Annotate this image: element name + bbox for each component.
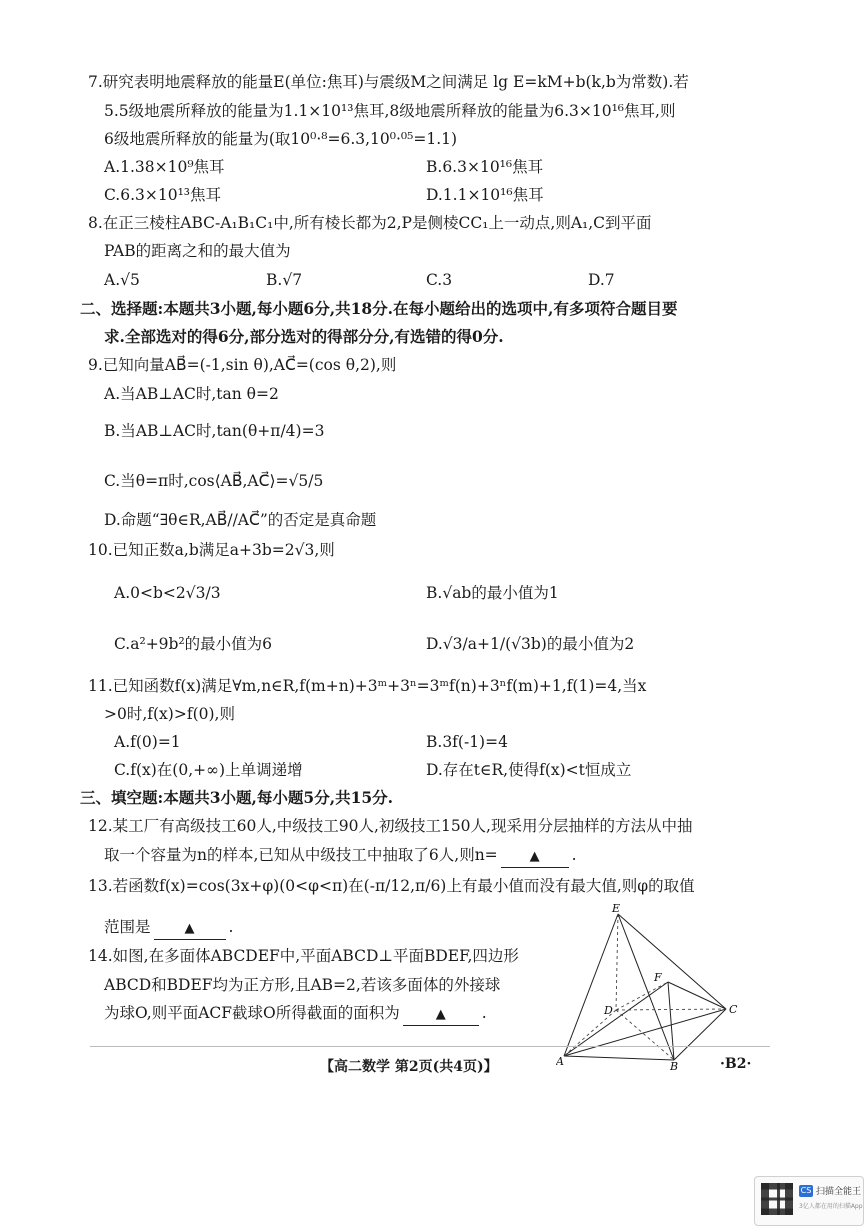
q13-period: . [228,918,234,936]
q8-option-d: D.7 [588,271,615,289]
camscanner-name: 扫描全能王 [816,1187,862,1197]
label-F: F [654,971,662,984]
footer-page-info: 【高二数学 第2页(共4页)】 [320,1059,498,1075]
q10-option-b: B.√ab的最小值为1 [426,584,559,602]
q11-option-c: C.f(x)在(0,+∞)上单调递增 [114,761,303,779]
edge-EC [618,914,726,1009]
q7-option-b: B.6.3×10¹⁶焦耳 [426,158,544,176]
section2-header-line2: 求.全部选对的得6分,部分选对的得部分分,有选错的得0分. [104,327,504,346]
q7-option-d: D.1.1×10¹⁶焦耳 [426,186,544,204]
label-D: D [604,1004,613,1017]
q7-stem-line1: 7.研究表明地震释放的能量E(单位:焦耳)与震级M之间满足 lg E=kM+b(k,b为常数).若 [88,73,689,91]
q12-period: . [571,846,577,864]
edge-AB [564,1056,674,1060]
q9-option-c: C.当θ=π时,cos⟨AB⃗,AC⃗⟩=√5/5 [104,472,324,490]
q7-stem-line3: 6级地震所释放的能量为(取10⁰·⁸=6.3,10⁰·⁰⁵=1.1) [104,130,458,148]
q10-option-d: D.√3/a+1/(√3b)的最小值为2 [426,635,635,653]
polyhedron-diagram [556,902,746,1070]
q13-answer-blank: ▲ [154,919,226,940]
q7-option-a: A.1.38×10⁹焦耳 [104,158,225,176]
edge-EA [564,914,618,1056]
footer-divider [90,1046,770,1047]
label-E: E [612,902,621,915]
camscanner-slogan: 3亿人都在用的扫描App [799,1203,863,1210]
q12-stem-line2 [104,845,577,868]
q12-stem-line1: 12.某工厂有高级技工60人,中级技工90人,初级技工150人,现采用分层抽样的方法从中抽 [88,817,693,835]
q11-stem-line1: 11.已知函数f(x)满足∀m,n∈R,f(m+n)+3ᵐ+3ⁿ=3ᵐf(n)+3ⁿf(m)+1,f(1)=4,当x [88,677,647,695]
q9-stem: 9.已知向量AB⃗=(-1,sin θ),AC⃗=(cos θ,2),则 [88,356,397,374]
edge-FC [668,982,726,1009]
q12-answer-blank: ▲ [501,847,569,868]
q14-stem-line3 [104,1003,487,1026]
q10-stem: 10.已知正数a,b满足a+3b=2√3,则 [88,541,335,559]
q10-option-a: A.0<b<2√3/3 [114,584,221,602]
scanner-watermark [754,1176,864,1226]
label-C: C [729,1003,738,1016]
q7-stem-line2: 5.5级地震所释放的能量为1.1×10¹³焦耳,8级地震所释放的能量为6.3×10¹⁶焦耳,则 [104,102,676,120]
edge-DB-hidden [616,1010,674,1060]
footer-code: ·B2· [720,1056,752,1072]
q8-option-b: B.√7 [266,271,303,289]
q14-stem-line1: 14.如图,在多面体ABCDEF中,平面ABCD⊥平面BDEF,四边形 [88,947,519,965]
qr-code-icon [761,1183,793,1215]
q13-text: 范围是 [104,918,151,936]
q11-stem-line2: >0时,f(x)>f(0),则 [104,705,235,723]
q13-stem-line1: 13.若函数f(x)=cos(3x+φ)(0<φ<π)在(-π/12,π/6)上有最小值而没有最大值,则φ的取值 [88,877,695,895]
q14-stem-line2: ABCD和BDEF均为正方形,且AB=2,若该多面体的外接球 [104,976,501,994]
q11-option-d: D.存在t∈R,使得f(x)<t恒成立 [426,761,632,779]
q11-option-a: A.f(0)=1 [114,733,181,751]
edge-ED-hidden [616,914,618,1010]
q11-option-b: B.3f(-1)=4 [426,733,508,751]
camscanner-logo: CS [800,1186,812,1195]
q14-text: 为球O,则平面ACF截球O所得截面的面积为 [104,1004,400,1022]
q10-option-c: C.a²+9b²的最小值为6 [114,635,273,653]
section3-header: 三、填空题:本题共3小题,每小题5分,共15分. [80,788,394,807]
edge-DF-hidden [616,982,668,1010]
q8-option-a: A.√5 [104,271,140,289]
section2-header-line1: 二、选择题:本题共3小题,每小题6分,共18分.在每小题给出的选项中,有多项符合题目要 [80,299,678,318]
q14-answer-blank: ▲ [403,1005,479,1026]
q14-period: . [481,1004,487,1022]
q9-option-b: B.当AB⊥AC时,tan(θ+π/4)=3 [104,422,325,440]
q12-text: 取一个容量为n的样本,已知从中级技工中抽取了6人,则n= [104,846,498,864]
label-B: B [670,1060,679,1070]
q7-option-c: C.6.3×10¹³焦耳 [104,186,222,204]
q8-stem-line2: PAB的距离之和的最大值为 [104,242,291,260]
edge-DC-hidden [616,1009,726,1010]
q8-option-c: C.3 [426,271,453,289]
q8-stem-line1: 8.在正三棱柱ABC-A₁B₁C₁中,所有棱长都为2,P是侧棱CC₁上一动点,则A₁,C到平面 [88,214,652,232]
label-A: A [556,1055,564,1068]
q9-option-d: D.命题“∃θ∈R,AB⃗//AC⃗”的否定是真命题 [104,511,377,529]
q13-stem-line2 [104,917,233,940]
q9-option-a: A.当AB⊥AC时,tan θ=2 [104,385,279,403]
edge-FB [668,982,674,1060]
